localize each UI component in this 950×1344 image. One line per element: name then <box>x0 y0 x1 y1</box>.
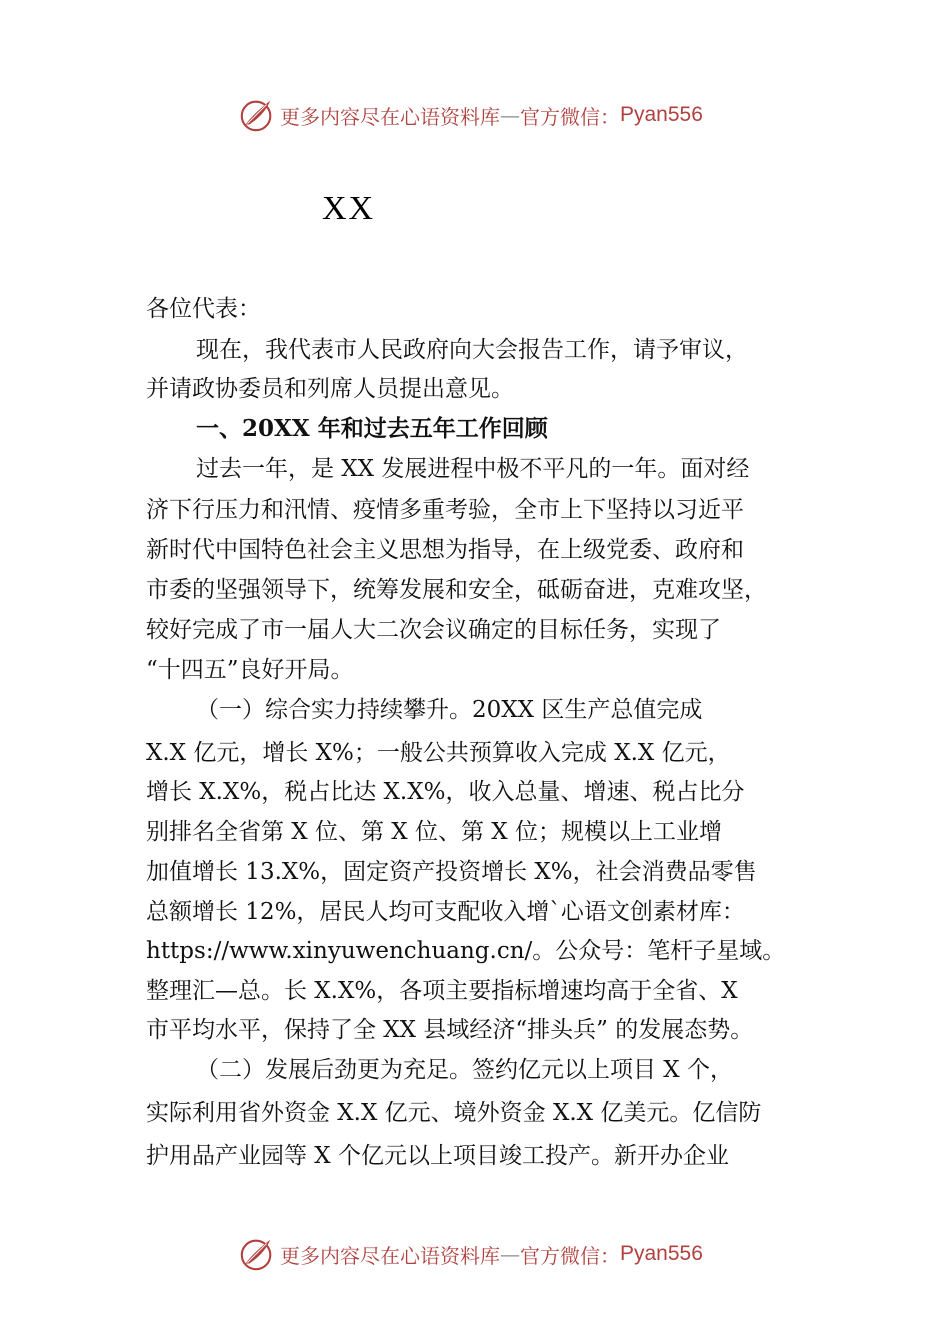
body-line: 市平均水平，保持了全 XX 县域经济“排头兵” 的发展态势。 <box>146 1017 754 1043</box>
body-line: 过去一年，是 XX 发展进程中极不平凡的一年。面对经 <box>196 456 750 482</box>
watermark-text: 更多内容尽在心语资料库 <box>280 104 500 129</box>
body-line: 整理汇—总。长 X.X%，各项主要指标增速均高于全省、X <box>146 978 738 1004</box>
watermark-separator: — <box>500 1242 520 1266</box>
body-line: 济下行压力和汛情、疫情多重考验，全市上下坚持以习近平 <box>146 497 744 523</box>
body-line: 较好完成了市一届人大二次会议确定的目标任务，实现了 <box>146 617 721 643</box>
footer-watermark <box>238 1234 703 1274</box>
body-line: X.X 亿元，增长 X%；一般公共预算收入完成 X.X 亿元， <box>146 740 731 766</box>
salutation: 各位代表： <box>146 296 261 322</box>
document-title: XX <box>322 190 376 227</box>
body-line: 护用品产业园等 X 个亿元以上项目竣工投产。新开办企业 <box>146 1143 729 1169</box>
subsection-heading: （一）综合实力持续攀升。20XX 区生产总值完成 <box>196 697 703 723</box>
quill-logo-icon <box>238 96 276 134</box>
watermark-text: 更多内容尽在心语资料库 <box>280 1243 500 1268</box>
section-heading: 一、20XX 年和过去五年工作回顾 <box>196 415 548 442</box>
body-line: https://www.xinyuwenchuang.cn/。公众号：笔杆子星域。 <box>146 938 786 964</box>
quill-logo-icon <box>238 1235 276 1273</box>
watermark-wechat-id: Pyan556 <box>620 1242 703 1265</box>
body-line: 实际利用省外资金 X.X 亿元、境外资金 X.X 亿美元。亿信防 <box>146 1100 762 1126</box>
body-line: 加值增长 13.X%，固定资产投资增长 X%，社会消费品零售 <box>146 859 757 885</box>
body-line: 并请政协委员和列席人员提出意见。 <box>146 376 514 402</box>
watermark-label: 官方微信： <box>520 104 620 129</box>
body-line: 总额增长 12%，居民人均可支配收入增`心语文创素材库： <box>146 899 745 925</box>
body-line: “十四五”良好开局。 <box>146 657 354 683</box>
watermark-wechat-id: Pyan556 <box>620 103 703 126</box>
body-line: 现在，我代表市人民政府向大会报告工作，请予审议， <box>196 337 748 363</box>
body-line: 市委的坚强领导下，统筹发展和安全，砥砺奋进，克难攻坚， <box>146 577 767 603</box>
body-line: 增长 X.X%，税占比达 X.X%，收入总量、增速、税占比分 <box>146 779 745 805</box>
watermark-label: 官方微信： <box>520 1243 620 1268</box>
body-line: 别排名全省第 X 位、第 X 位、第 X 位；规模以上工业增 <box>146 819 722 845</box>
watermark-separator: — <box>500 103 520 127</box>
body-line: 新时代中国特色社会主义思想为指导，在上级党委、政府和 <box>146 537 744 563</box>
subsection-heading: （二）发展后劲更为充足。签约亿元以上项目 X 个， <box>196 1057 733 1083</box>
header-watermark <box>238 95 703 135</box>
